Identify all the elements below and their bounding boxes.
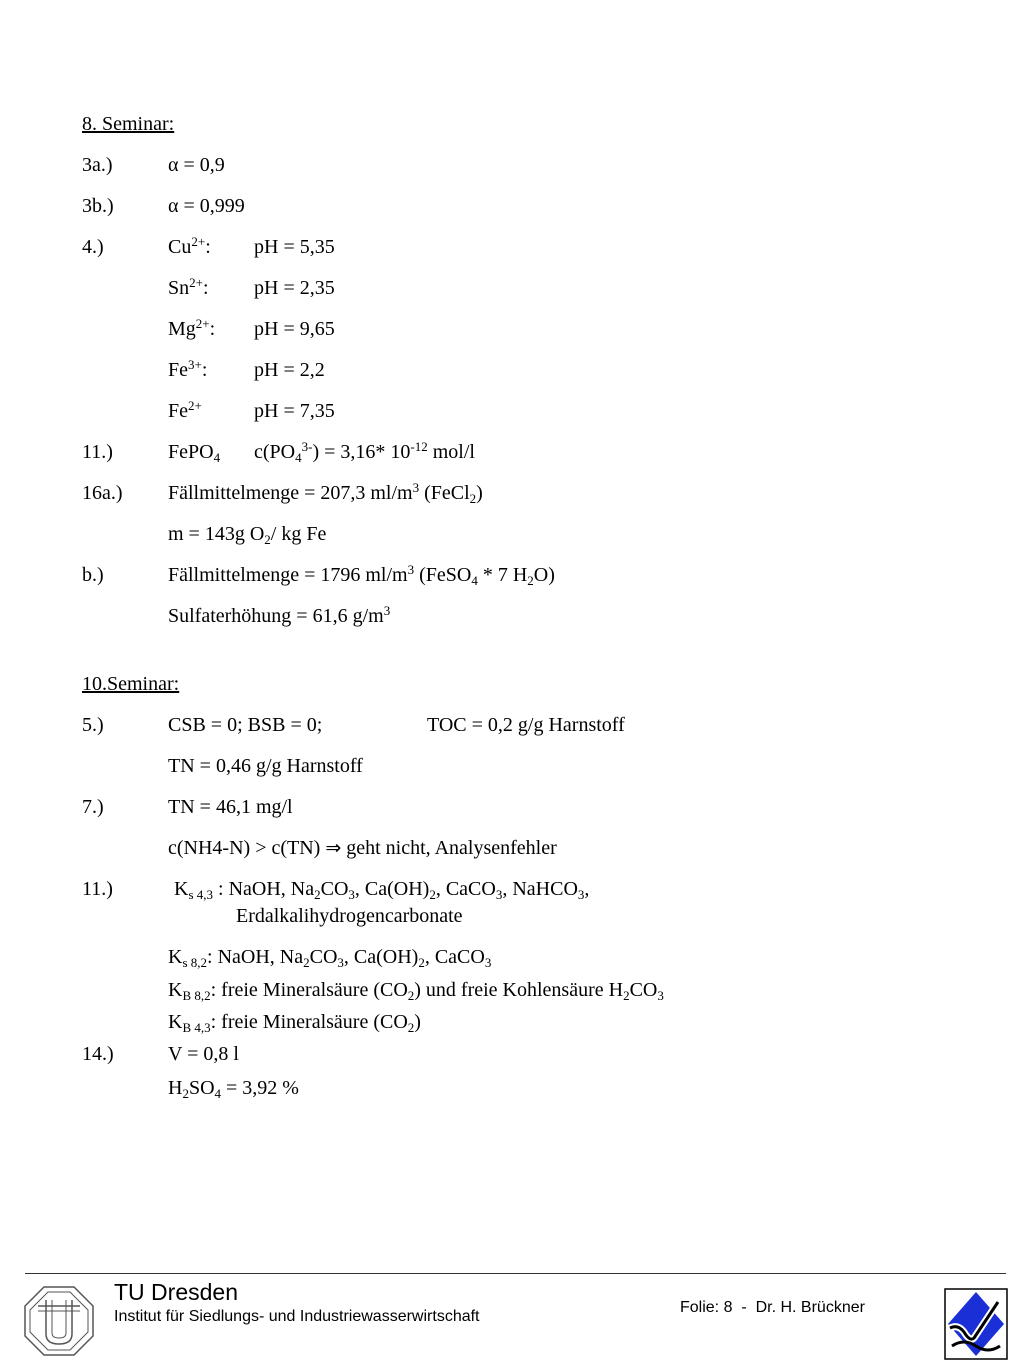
ph-fe2: pH = 7,35 <box>254 400 335 422</box>
ph-fe3: pH = 2,2 <box>254 359 325 381</box>
seminar10-heading: 10.Seminar: <box>82 673 180 695</box>
s10-item-11-label: 11.) <box>82 878 113 900</box>
s10-item-5-label: 5.) <box>82 714 104 736</box>
item-16a-dose: Fällmittelmenge = 207,3 $ml/m^3$ (FeCl$_2$) <box>168 480 483 506</box>
s10-item-7-comparison: c(NH4-N) > c(TN) ⇒ geht nicht, Analysenfehler <box>168 837 557 859</box>
ion-mg: $Mg^{2+}$: <box>168 316 216 340</box>
item-16b-sulfate: Sulfaterhöhung = 61,6 $g/m^3$ <box>168 603 391 627</box>
s10-item-11-ks82: $K_{s 8,2}$: NaOH, $Na_2CO_3$, $Ca(OH)_2$, CaCO$_3$ <box>168 946 492 970</box>
s10-item-5-toc: TOC = 0,2 g/g Harnstoff <box>427 714 625 736</box>
implies-arrow-icon: ⇒ <box>325 837 342 859</box>
footer-slide-info: Folie: 8 - Dr. H. Brückner <box>680 1299 865 1316</box>
item-16a-label: 16a.) <box>82 482 123 504</box>
s10-item-14-volume: V = 0,8 l <box>168 1043 239 1065</box>
s10-item-14-label: 14.) <box>82 1043 114 1065</box>
ion-cu: $Cu^{2+}$: <box>168 234 211 258</box>
seminar8-heading: 8. Seminar: <box>82 113 175 135</box>
ion-fe2: $Fe^{2+}$ <box>168 398 202 422</box>
s10-item-14-h2so4: $H_2SO_4 = 3,92$ % <box>168 1077 299 1101</box>
item-11-label: 11.) <box>82 441 113 463</box>
item-3b-value: α = 0,999 <box>168 195 245 217</box>
item-11-salt: FePO$_4$ <box>168 441 221 465</box>
item-16b-dose: Fällmittelmenge = 1796 $ml/m^3$ (FeSO$_4$ * 7 $H_2O$) <box>168 562 555 588</box>
s10-item-11-kb43: $K_{B 4,3}$: freie Mineralsäure $(CO_2)$ <box>168 1011 421 1035</box>
item-16a-oxygen: m = 143g $O_2/$ kg Fe <box>168 523 327 547</box>
ph-sn: pH = 2,35 <box>254 277 335 299</box>
s10-item-11-ks43-cont: Erdalkalihydrogencarbonate <box>236 905 463 927</box>
ion-fe3: $Fe^{3+}$: <box>168 357 208 381</box>
s10-item-11-ks43: $K_{s 4,3}$ : NaOH, $Na_2CO_3$, $Ca(OH)_2$, CaCO$_3$, NaHCO$_3$, <box>174 878 590 902</box>
s10-item-11-kb82: $K_{B 8,2}$: freie Mineralsäure $(CO_2)$ und freie Kohlensäure $H_2CO_3$ <box>168 979 664 1003</box>
s10-item-7-tn: TN = 46,1 mg/l <box>168 796 293 818</box>
item-3a-value: α = 0,9 <box>168 154 225 176</box>
item-3b-label: 3b.) <box>82 195 114 217</box>
footer-university: TU Dresden <box>114 1279 238 1305</box>
tu-dresden-logo-icon <box>24 1286 94 1356</box>
item-11-concentration: $c(PO_4^{3-}) = 3,16*$ $10^{-12}$ mol/l <box>254 439 475 465</box>
s10-item-5-tn: TN = 0,46 g/g Harnstoff <box>168 755 363 777</box>
item-16b-label: b.) <box>82 564 104 586</box>
footer-divider <box>25 1273 1006 1274</box>
item-3a-label: 3a.) <box>82 154 113 176</box>
footer-institute: Institut für Siedlungs- und Industriewasserwirtschaft <box>114 1308 480 1325</box>
ph-cu: pH = 5,35 <box>254 236 335 258</box>
ph-mg: pH = 9,65 <box>254 318 335 340</box>
institute-logo-icon <box>944 1288 1008 1360</box>
item-4-label: 4.) <box>82 236 104 258</box>
ion-sn: $Sn^{2+}$: <box>168 275 209 299</box>
s10-item-7-label: 7.) <box>82 796 104 818</box>
s10-item-5-csb: CSB = 0; BSB = 0; <box>168 714 323 736</box>
